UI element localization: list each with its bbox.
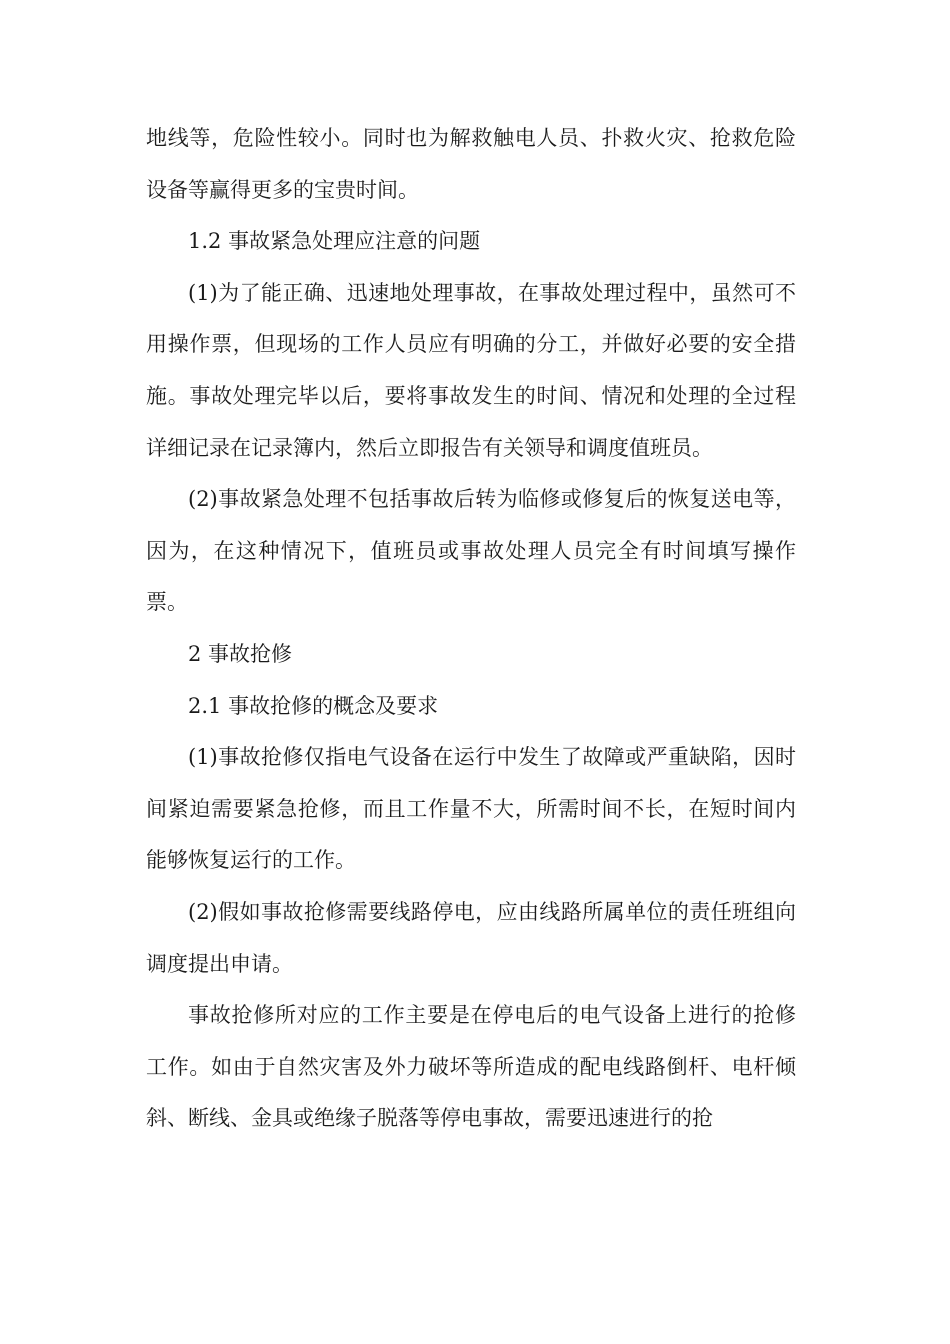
document-body [146,113,796,1145]
section-heading-2-1: 2.1 事故抢修的概念及要求 [188,693,439,718]
paragraph-4: (2)事故紧急处理不包括事故后转为临修或修复后的恢复送电等，因为，在这种情况下，值班员或事故处理人员完全有时间填写操作票。 [146,487,796,615]
paragraph-8: (2)假如事故抢修需要线路停电，应由线路所属单位的责任班组向调度提出申请。 [146,899,796,976]
section-heading-2: 2 事故抢修 [188,641,293,666]
paragraph-9: 事故抢修所对应的工作主要是在停电后的电气设备上进行的抢修工作。如由于自然灾害及外力破坏等所造成的配电线路倒杆、电杆倾斜、断线、金具或绝缘子脱落等停电事故，需要迅速进行的抢 [146,1003,796,1131]
paragraph-7: (1)事故抢修仅指电气设备在运行中发生了故障或严重缺陷，因时间紧迫需要紧急抢修，而且工作量不大，所需时间不长，在短时间内能够恢复运行的工作。 [146,745,796,873]
paragraph-3: (1)为了能正确、迅速地处理事故，在事故处理过程中，虽然可不用操作票，但现场的工作人员应有明确的分工，并做好必要的安全措施。事故处理完毕以后，要将事故发生的时间、情况和处理的全过程详细记录在记录簿内，然后立即报告有关领导和调度值班员。 [146,280,796,460]
paragraph-1: 地线等，危险性较小。同时也为解救触电人员、扑救火灾、抢救危险设备等赢得更多的宝贵时间。 [146,126,796,202]
section-heading-1-2: 1.2 事故紧急处理应注意的问题 [188,229,481,254]
